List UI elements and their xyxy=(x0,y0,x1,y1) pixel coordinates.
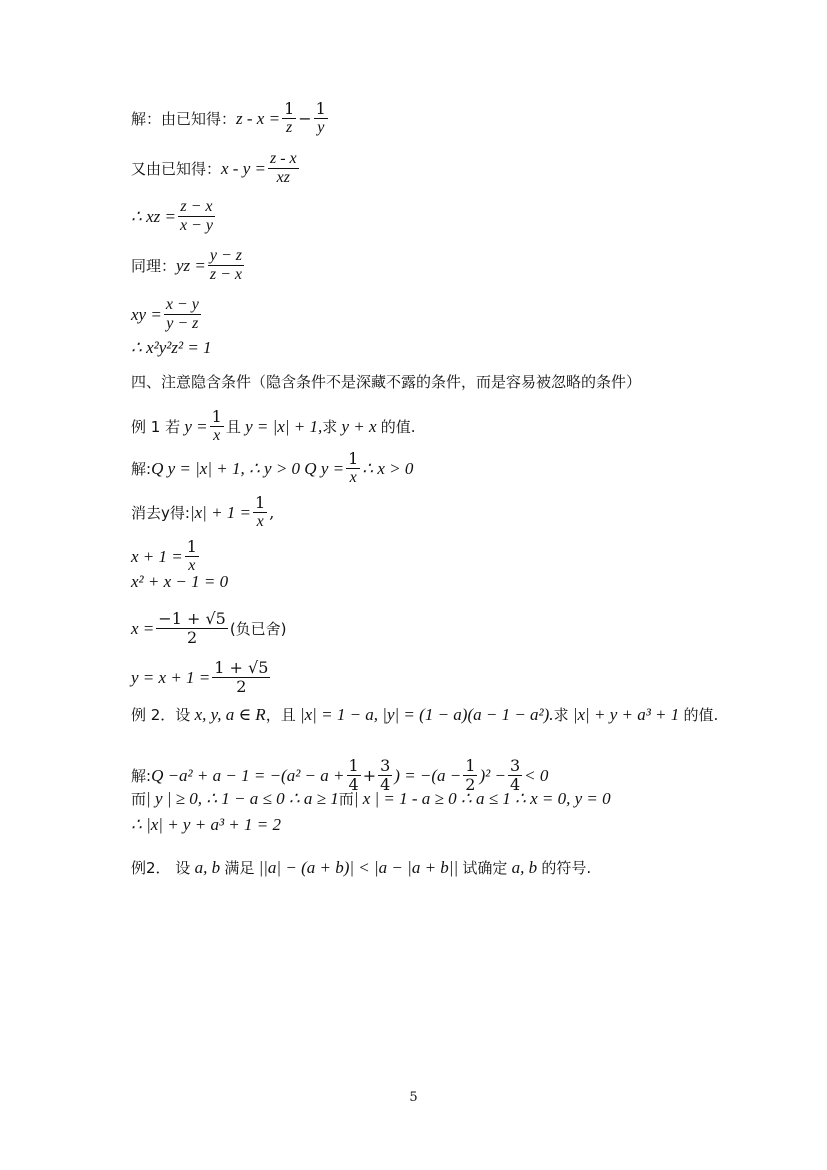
math-expr: |x| = 1 − a, |y| = (1 − a)(a − 1 − a²). xyxy=(295,705,554,724)
math-expr: x + 1 = xyxy=(131,546,183,566)
solution-line-2 xyxy=(131,150,301,187)
text: 的符号. xyxy=(541,859,592,877)
math-expr: | x | = 1 - a ≥ 0 ∴ a ≤ 1 ∴ x = 0, y = 0 xyxy=(353,789,611,808)
section-heading-text: 四、注意隐含条件（隐含条件不是深藏不露的条件，而是容易被忽略的条件） xyxy=(131,373,642,391)
solution-line-4 xyxy=(131,247,246,284)
text: 且 xyxy=(225,417,241,436)
text: 试确定 xyxy=(462,859,508,877)
example-label: 例 2．设 xyxy=(131,706,191,724)
equation-line xyxy=(131,538,201,575)
text: 而 xyxy=(338,790,354,808)
math-expr: ||a| − (a + b)| < |a − |a + b|| xyxy=(254,858,463,877)
fraction: $\frac{z - x}{x - y}$ xyxy=(179,198,213,234)
fraction: $\frac{3}{4}$ xyxy=(509,756,521,794)
fraction: $\frac{3}{4}$ xyxy=(380,756,391,794)
math-expr: x - y = xyxy=(221,158,266,178)
solution-line-3 xyxy=(131,198,217,235)
fraction: $\frac{1}{x}$ xyxy=(348,449,359,486)
math-expr: y + x xyxy=(337,416,381,436)
text: (负已舍) xyxy=(229,619,287,638)
fraction: $\frac{1 + √5}{2}$ xyxy=(214,658,269,696)
math-expr: | y | ≥ 0, ∴ 1 − a ≤ 0 ∴ a ≥ 1 xyxy=(146,789,339,808)
fraction: $\frac{1}{4}$ xyxy=(348,756,359,794)
math-expr: y = xyxy=(180,416,208,436)
solution-label: 解: xyxy=(131,459,152,478)
example-1 xyxy=(131,408,416,445)
math-expr: z - x = xyxy=(236,108,281,128)
example-2b xyxy=(131,858,591,878)
math-expr: x, y, a ∈ R xyxy=(190,705,266,724)
solution-label: 解: xyxy=(131,766,152,785)
solution-label: 又由已知得： xyxy=(131,159,222,178)
section-heading xyxy=(131,372,641,392)
solution-label: 同理： xyxy=(131,256,177,275)
root-y-line xyxy=(131,659,272,696)
math-expr: ∴ |x| + y + a³ + 1 = 2 xyxy=(131,815,281,834)
math-op: − xyxy=(298,108,312,128)
math-expr: < 0 xyxy=(524,765,549,785)
math-expr: a, b xyxy=(507,858,542,877)
solution-line-6 xyxy=(131,338,212,358)
math-expr: xy = xyxy=(131,304,162,324)
fraction: $\frac{1}{x}$ xyxy=(211,407,222,444)
math-expr: y = |x| + 1, xyxy=(240,416,323,436)
text: 求 xyxy=(553,706,569,724)
math-expr: ) = −(a − xyxy=(394,765,462,785)
eliminate-line xyxy=(131,494,274,531)
fraction: $\frac{1}{2}$ xyxy=(465,756,476,794)
root-x-line xyxy=(131,610,287,647)
text: 求 xyxy=(322,417,338,436)
solution-line-5 xyxy=(131,296,203,333)
text: 的值. xyxy=(683,706,719,724)
solution-label: 解：由已知得： xyxy=(131,109,237,128)
result-line xyxy=(131,815,281,835)
page-number: 5 xyxy=(409,1090,418,1105)
math-expr: )² − xyxy=(479,765,506,785)
fraction: $\frac{z - x}{xz}$ xyxy=(270,150,297,186)
fraction: $\frac{x - y}{y - z}$ xyxy=(165,296,199,332)
example-label: 例 1 若 xyxy=(131,417,181,436)
quadratic-line xyxy=(131,572,228,592)
condition-label: 而 xyxy=(131,790,147,808)
math-expr: |x| + 1 = xyxy=(189,502,252,522)
fraction: $\frac{y - z}{z - x}$ xyxy=(209,247,243,283)
eliminate-label: 消去y得: xyxy=(131,503,190,522)
math-expr: ∴ x > 0 xyxy=(362,458,414,478)
math-expr: ∴ x²y²z² = 1 xyxy=(131,338,212,357)
text: 的值. xyxy=(380,417,416,436)
condition-line xyxy=(131,789,611,809)
math-expr: |x| + y + a³ + 1 xyxy=(568,705,684,724)
text: ，且 xyxy=(265,706,296,724)
fraction: $\frac{-1 + √5}{2}$ xyxy=(158,609,226,647)
math-expr: Q −a² + a − 1 = −(a² − a + xyxy=(151,765,345,785)
math-expr: a, b xyxy=(190,858,225,877)
fraction: $\frac{1}{x}$ xyxy=(186,537,197,574)
math-expr: Q y = |x| + 1, ∴ y > 0 Q y = xyxy=(151,458,345,478)
math-expr: ∴ xz = xyxy=(131,206,176,226)
math-expr: x² + x − 1 = 0 xyxy=(131,572,229,591)
fraction: $\frac{1}{z}$ xyxy=(284,99,295,136)
example-label: 例2． 设 xyxy=(131,859,191,877)
solution-line-1 xyxy=(131,100,330,137)
fraction: $\frac{1}{x}$ xyxy=(255,493,266,530)
math-expr: yz = xyxy=(176,255,206,275)
math-expr: x = xyxy=(131,618,155,638)
example-1-solution xyxy=(131,450,413,487)
math-op: , xyxy=(269,502,275,522)
math-expr: y = x + 1 = xyxy=(131,667,211,687)
text: 满足 xyxy=(224,859,255,877)
fraction: $\frac{1}{y}$ xyxy=(315,99,326,136)
math-op: + xyxy=(362,765,377,785)
example-2 xyxy=(131,705,718,725)
